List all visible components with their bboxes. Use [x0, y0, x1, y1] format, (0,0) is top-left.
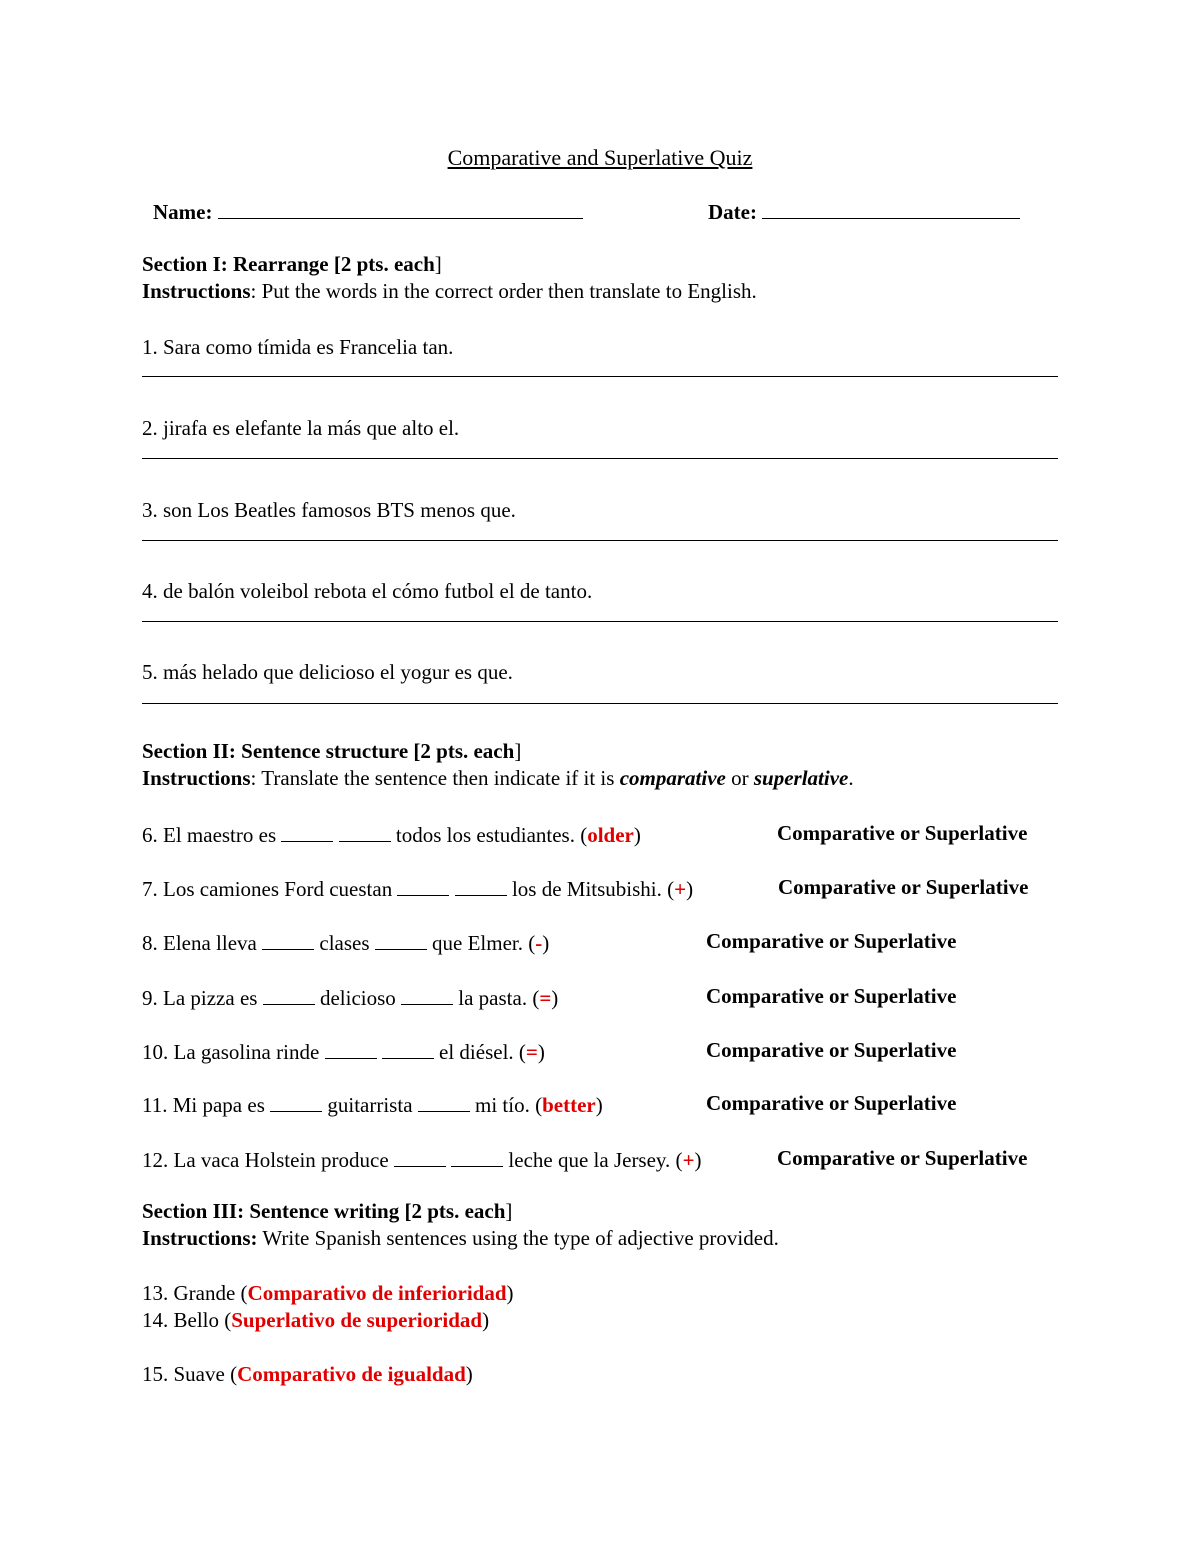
- answer-line-4[interactable]: [142, 621, 1058, 622]
- section1-heading: Section I: Rearrange [2 pts. each]: [142, 252, 442, 276]
- section2-instructions: Instructions: Translate the sentence then indicate if it is comparative or superlative.: [142, 766, 854, 790]
- answer-line-3[interactable]: [142, 540, 1058, 541]
- blank[interactable]: [325, 1040, 377, 1059]
- question-10: 10. La gasolina rinde el diésel. (=): [142, 1039, 545, 1064]
- name-field[interactable]: [153, 200, 583, 223]
- blank[interactable]: [262, 931, 314, 950]
- choice-7[interactable]: Comparative or Superlative: [778, 875, 1029, 899]
- question-2: 2. jirafa es elefante la más que alto el.: [142, 416, 460, 440]
- choice-10[interactable]: Comparative or Superlative: [706, 1038, 957, 1062]
- question-4: 4. de balón voleibol rebota el cómo futbol el de tanto.: [142, 579, 593, 603]
- answer-line-1[interactable]: [142, 376, 1058, 377]
- date-blank[interactable]: [762, 200, 1020, 219]
- choice-11[interactable]: Comparative or Superlative: [706, 1091, 957, 1115]
- blank[interactable]: [263, 986, 315, 1005]
- question-14: 14. Bello (Superlativo de superioridad): [142, 1308, 490, 1332]
- section2-heading: Section II: Sentence structure [2 pts. each]: [142, 739, 522, 763]
- blank[interactable]: [339, 823, 391, 842]
- blank[interactable]: [270, 1093, 322, 1112]
- answer-line-5[interactable]: [142, 703, 1058, 704]
- choice-6[interactable]: Comparative or Superlative: [777, 821, 1028, 845]
- choice-12[interactable]: Comparative or Superlative: [777, 1146, 1028, 1170]
- question-7: 7. Los camiones Ford cuestan los de Mitsubishi. (+): [142, 876, 694, 901]
- blank[interactable]: [375, 931, 427, 950]
- date-field[interactable]: [708, 200, 1020, 223]
- question-13: 13. Grande (Comparativo de inferioridad): [142, 1281, 514, 1305]
- blank[interactable]: [394, 1148, 446, 1167]
- name-blank[interactable]: [218, 200, 583, 219]
- question-6: 6. El maestro es todos los estudiantes. (older): [142, 822, 641, 847]
- section3-heading: Section III: Sentence writing [2 pts. each]: [142, 1199, 513, 1223]
- question-12: 12. La vaca Holstein produce leche que la Jersey. (+): [142, 1147, 702, 1172]
- choice-8[interactable]: Comparative or Superlative: [706, 929, 957, 953]
- section3-instructions: Instructions: Write Spanish sentences using the type of adjective provided.: [142, 1226, 779, 1250]
- answer-line-2[interactable]: [142, 458, 1058, 459]
- question-11: 11. Mi papa es guitarrista mi tío. (better): [142, 1092, 603, 1117]
- page-title: Comparative and Superlative Quiz: [447, 145, 753, 170]
- question-5: 5. más helado que delicioso el yogur es que.: [142, 660, 513, 684]
- blank[interactable]: [281, 823, 333, 842]
- question-1: 1. Sara como tímida es Francelia tan.: [142, 335, 454, 359]
- section1-instructions: Instructions: Put the words in the correct order then translate to English.: [142, 279, 757, 303]
- question-9: 9. La pizza es delicioso la pasta. (=): [142, 985, 559, 1010]
- blank[interactable]: [418, 1093, 470, 1112]
- choice-9[interactable]: Comparative or Superlative: [706, 984, 957, 1008]
- question-3: 3. son Los Beatles famosos BTS menos que.: [142, 498, 516, 522]
- blank[interactable]: [397, 877, 449, 896]
- date-label: Date:: [708, 199, 757, 224]
- name-label: Name:: [153, 199, 213, 224]
- blank[interactable]: [382, 1040, 434, 1059]
- blank[interactable]: [401, 986, 453, 1005]
- question-8: 8. Elena lleva clases que Elmer. (-): [142, 930, 550, 955]
- blank[interactable]: [455, 877, 507, 896]
- question-15: 15. Suave (Comparativo de igualdad): [142, 1362, 473, 1386]
- blank[interactable]: [451, 1148, 503, 1167]
